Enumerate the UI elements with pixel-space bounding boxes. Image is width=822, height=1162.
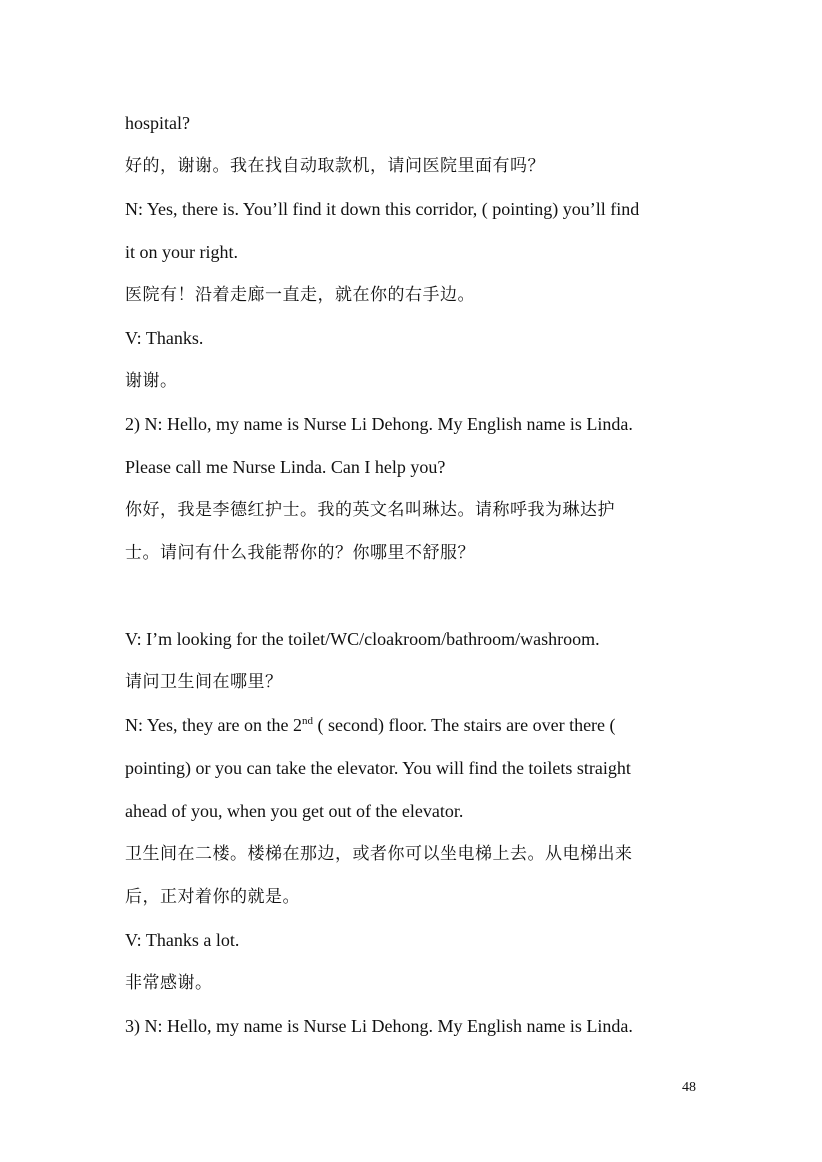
text-line: it on your right. <box>125 242 238 262</box>
text-line: 医院有！沿着走廊一直走，就在你的右手边。 <box>125 285 475 305</box>
text-line: V: I’m looking for the toilet/WC/cloakroom/bathroom/washroom. <box>125 629 600 649</box>
text-line: 士。请问有什么我能帮你的？你哪里不舒服？ <box>125 543 475 563</box>
text-line: 谢谢。 <box>125 371 178 391</box>
text-line: 非常感谢。 <box>125 973 213 993</box>
page-number: 48 <box>682 1080 696 1095</box>
text-line: 你好，我是李德红护士。我的英文名叫琳达。请称呼我为琳达护 <box>125 500 615 520</box>
text-line: 后，正对着你的就是。 <box>125 887 300 907</box>
text-line: hospital? <box>125 113 190 133</box>
text-line: 2) N: Hello, my name is Nurse Li Dehong. My English name is Linda. <box>125 414 633 434</box>
text-line <box>125 714 616 736</box>
text-segment: N: Yes, they are on the 2 <box>125 715 302 735</box>
text-line: V: Thanks a lot. <box>125 930 240 950</box>
text-line: pointing) or you can take the elevator. You will find the toilets straight <box>125 758 631 778</box>
text-line: N: Yes, there is. You’ll find it down this corridor, ( pointing) you’ll find <box>125 199 640 219</box>
text-line: ahead of you, when you get out of the elevator. <box>125 801 464 821</box>
text-segment: ( second) floor. The stairs are over there ( <box>312 715 616 735</box>
superscript-ordinal: nd <box>301 715 313 727</box>
text-line: 卫生间在二楼。楼梯在那边，或者你可以坐电梯上去。从电梯出来 <box>125 844 633 864</box>
text-line: Please call me Nurse Linda. Can I help you? <box>125 457 446 477</box>
text-line: 好的，谢谢。我在找自动取款机，请问医院里面有吗？ <box>125 156 545 176</box>
text-line: 3) N: Hello, my name is Nurse Li Dehong. My English name is Linda. <box>125 1016 633 1036</box>
text-line: 请问卫生间在哪里？ <box>125 672 283 692</box>
text-line: V: Thanks. <box>125 328 204 348</box>
